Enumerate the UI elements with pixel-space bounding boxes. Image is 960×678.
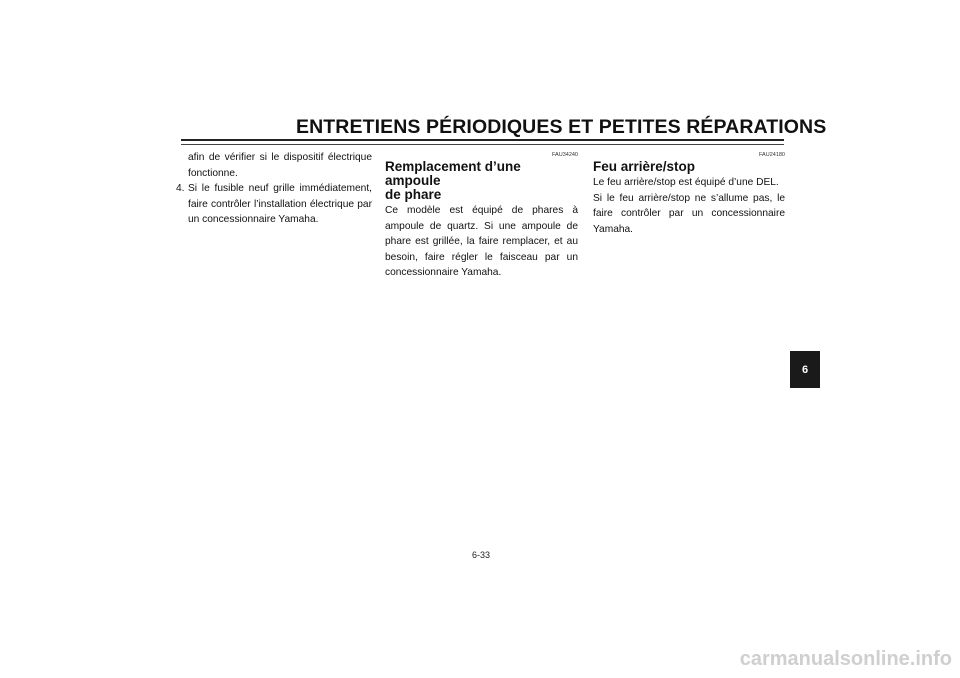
column-left <box>176 150 372 228</box>
section-body-line-1: Le feu arrière/stop est équipé d’une DEL. <box>593 177 779 188</box>
chapter-number: 6 <box>801 363 809 376</box>
watermark: carmanualsonline.info <box>739 648 952 670</box>
chapter-tab <box>790 351 820 388</box>
list-item <box>176 181 372 228</box>
heading-line-1: Remplacement d’une ampoule <box>385 159 521 188</box>
header-divider-thin <box>181 144 784 145</box>
column-right <box>593 150 785 237</box>
section-heading: Feu arrière/stop <box>593 159 696 174</box>
list-text: Si le fusible neuf grille immédiatement, faire contrôler l’installation électrique par un concessionnaire Yamaha. <box>188 183 372 225</box>
reference-code: FAU24180 <box>759 152 785 158</box>
reference-code: FAU34240 <box>552 152 578 158</box>
section-body-line-2: Si le feu arrière/stop ne s’allume pas, le faire contrôler par un concessionnaire Yamaha. <box>593 192 785 235</box>
list-number: 4. <box>176 183 185 194</box>
page-number: 6-33 <box>471 550 490 560</box>
continuation-text: afin de vérifier si le dispositif électrique fonctionne. <box>188 152 372 179</box>
header-divider <box>181 139 784 141</box>
page-title: ENTRETIENS PÉRIODIQUES ET PETITES RÉPARATIONS <box>296 116 827 138</box>
section-body: Ce modèle est équipé de phares à ampoule de quartz. Si une ampoule de phare est grillée, la faire remplacer, et au besoin, faire régler le faisceau par un concessionnaire Yamaha. <box>385 205 578 278</box>
heading-line-2: de phare <box>385 187 442 202</box>
column-middle <box>385 150 578 281</box>
section-heading <box>385 160 578 202</box>
